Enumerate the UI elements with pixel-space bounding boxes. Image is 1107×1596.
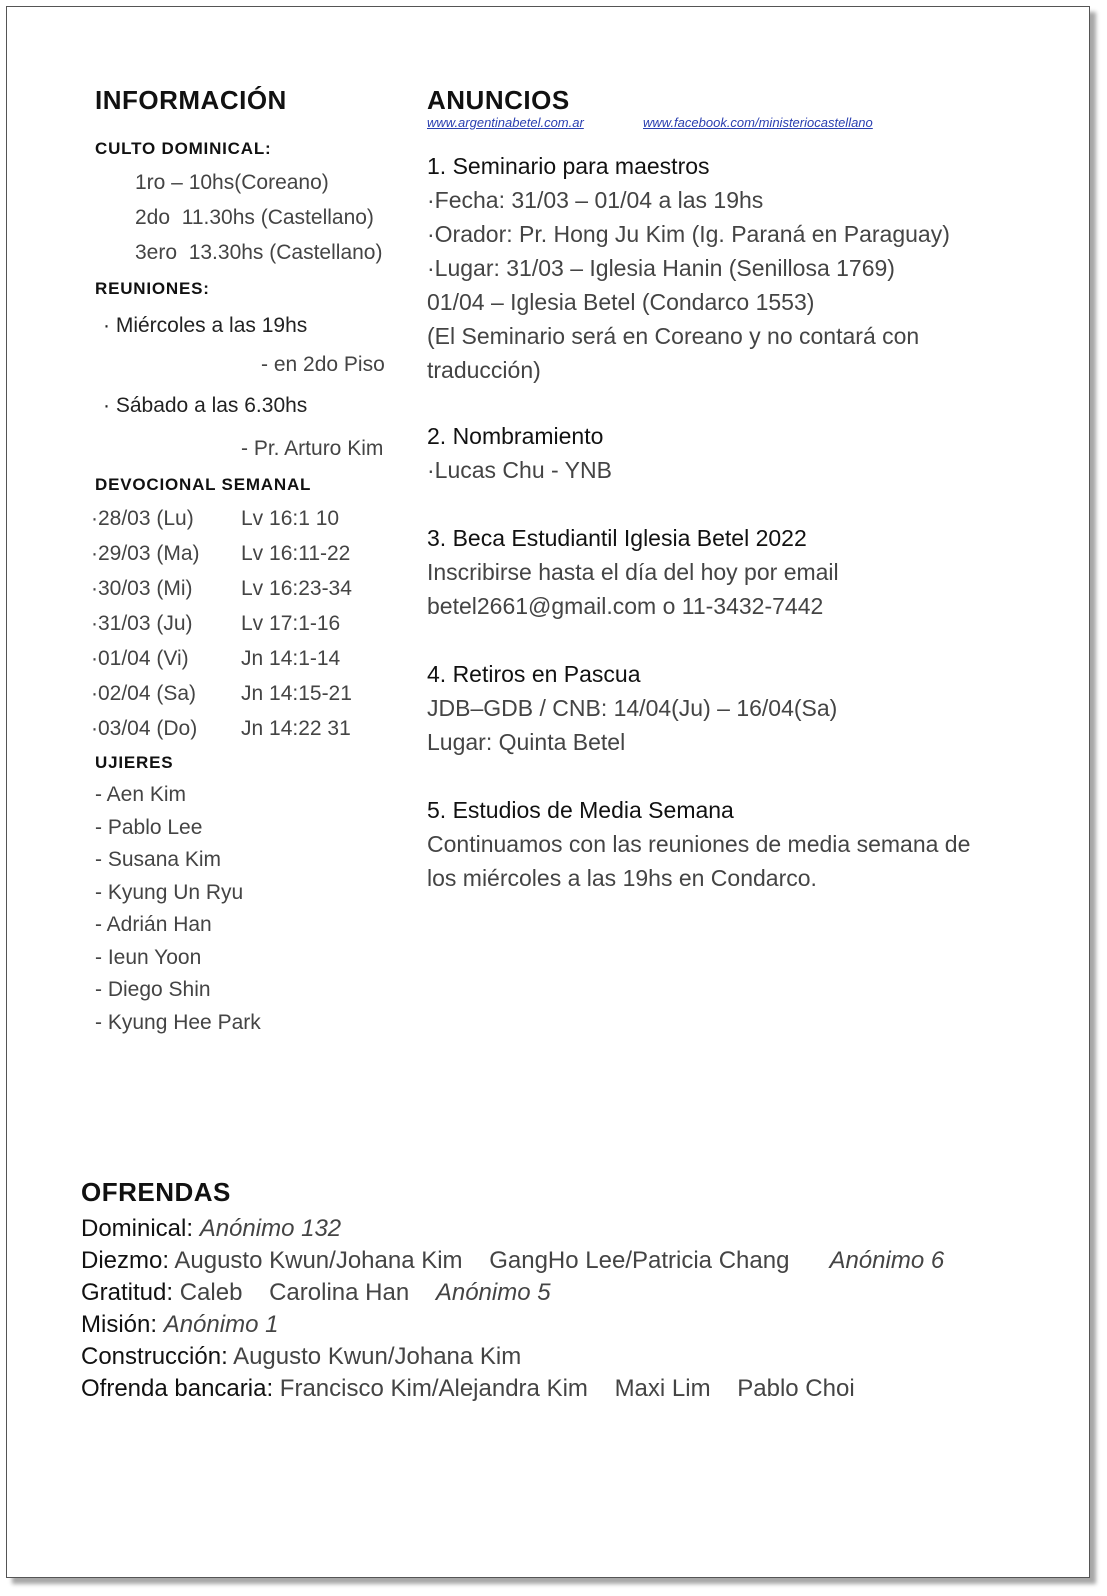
ofrenda-names: Augusto Kwun/Johana Kim GangHo Lee/Patricia Chang <box>174 1247 790 1274</box>
ofrenda-label: Misión: <box>81 1311 158 1338</box>
anuncio-title: 2. Nombramiento <box>427 423 604 449</box>
anuncio-line: ·Lugar: 31/03 – Iglesia Hanin (Senillosa 1769) <box>427 255 895 281</box>
anuncio-line: Continuamos con las reuniones de media semana de <box>427 831 971 857</box>
devocional-ref: Lv 16:11-22 <box>241 542 351 565</box>
devocional-heading: DEVOCIONAL SEMANAL <box>95 475 312 494</box>
anuncio-line: Inscribirse hasta el día del hoy por email <box>427 559 839 585</box>
ujier-name: - Adrián Han <box>95 913 212 936</box>
anuncio-line: ·Orador: Pr. Hong Ju Kim (Ig. Paraná en Paraguay) <box>427 221 950 247</box>
anuncio-line: ·Lucas Chu - YNB <box>427 457 612 483</box>
anuncio-line: los miércoles a las 19hs en Condarco. <box>427 865 817 891</box>
ofrenda-label: Diezmo: <box>81 1247 170 1274</box>
culto-item: 1ro – 10hs(Coreano) <box>135 171 329 194</box>
ujier-name: - Susana Kim <box>95 848 222 871</box>
devocional-date: ·01/04 (Vi) <box>91 647 189 670</box>
ofrenda-label: Dominical: <box>81 1215 194 1242</box>
anuncio-line: traducción) <box>427 357 541 383</box>
ofrenda-dominical <box>81 1215 341 1243</box>
reunion-line: · Sábado a las 6.30hs <box>103 394 308 417</box>
anuncio-title: 5. Estudios de Media Semana <box>427 797 734 823</box>
devocional-date: ·31/03 (Ju) <box>91 612 193 635</box>
devocional-date: ·28/03 (Lu) <box>91 507 194 530</box>
ofrenda-mision <box>81 1311 278 1339</box>
anuncio-line: ·Fecha: 31/03 – 01/04 a las 19hs <box>427 187 764 213</box>
ofrenda-anon: Anónimo 6 <box>829 1247 945 1274</box>
culto-heading: CULTO DOMINICAL: <box>95 139 272 158</box>
ujier-name: - Kyung Hee Park <box>95 1010 261 1034</box>
ofrenda-names: Augusto Kwun/Johana Kim <box>233 1343 522 1370</box>
devocional-ref: Jn 14:15-21 <box>241 682 352 705</box>
devocional-date: ·29/03 (Ma) <box>91 542 200 565</box>
devocional-ref: Lv 16:23-34 <box>241 577 352 600</box>
anuncio-line: JDB–GDB / CNB: 14/04(Ju) – 16/04(Sa) <box>427 695 838 721</box>
ujier-name: - Pablo Lee <box>95 815 203 839</box>
reunion-sub: - en 2do Piso <box>261 353 385 376</box>
reuniones-heading: REUNIONES: <box>95 279 210 298</box>
website-link[interactable]: www.argentinabetel.com.ar <box>427 115 584 130</box>
ofrenda-diezmo <box>81 1247 944 1275</box>
anuncio-title: 4. Retiros en Pascua <box>427 661 641 687</box>
ofrendas-title: OFRENDAS <box>81 1177 231 1207</box>
devocional-date: ·02/04 (Sa) <box>91 682 197 705</box>
ofrenda-label: Ofrenda bancaria: <box>81 1375 274 1402</box>
anuncios-title: ANUNCIOS <box>427 85 570 115</box>
anuncio-title: 1. Seminario para maestros <box>427 153 710 179</box>
anuncio-line: (El Seminario será en Coreano y no contará con <box>427 323 920 349</box>
ofrenda-anon: Anónimo 132 <box>199 1215 342 1242</box>
bulletin-page <box>6 6 1090 1578</box>
ujier-name: - Diego Shin <box>95 978 211 1001</box>
culto-item: 2do 11.30hs (Castellano) <box>135 206 374 229</box>
devocional-ref: Jn 14:1-14 <box>241 647 341 670</box>
facebook-link[interactable]: www.facebook.com/ministeriocastellano <box>643 115 873 130</box>
devocional-date: ·03/04 (Do) <box>91 717 198 740</box>
ofrenda-gratitud <box>81 1279 551 1307</box>
anuncio-line: Lugar: Quinta Betel <box>427 729 626 755</box>
ofrenda-label: Gratitud: <box>81 1279 174 1306</box>
ujier-name: - Kyung Un Ryu <box>95 880 244 904</box>
ofrenda-names: Caleb Carolina Han <box>179 1279 410 1306</box>
anuncio-line: 01/04 – Iglesia Betel (Condarco 1553) <box>427 289 815 315</box>
anuncio-line: betel2661@gmail.com o 11-3432-7442 <box>427 593 824 619</box>
devocional-ref: Jn 14:22 31 <box>241 717 351 740</box>
ujieres-heading: UJIERES <box>95 753 174 772</box>
ofrenda-anon: Anónimo 1 <box>163 1311 279 1338</box>
informacion-title: INFORMACIÓN <box>95 85 287 115</box>
ofrenda-names: Francisco Kim/Alejandra Kim Maxi Lim Pablo Choi <box>279 1375 855 1402</box>
ofrenda-anon: Anónimo 5 <box>435 1279 551 1306</box>
reunion-line: · Miércoles a las 19hs <box>103 314 308 337</box>
ofrenda-bancaria <box>81 1375 855 1403</box>
devocional-ref: Lv 16:1 10 <box>241 507 340 530</box>
ujier-name: - Aen Kim <box>95 783 187 806</box>
anuncio-title: 3. Beca Estudiantil Iglesia Betel 2022 <box>427 525 807 551</box>
devocional-ref: Lv 17:1-16 <box>241 612 341 635</box>
ofrenda-construccion <box>81 1343 521 1371</box>
devocional-date: ·30/03 (Mi) <box>91 577 193 600</box>
reunion-sub: - Pr. Arturo Kim <box>241 437 384 460</box>
culto-item: 3ero 13.30hs (Castellano) <box>135 241 383 264</box>
ofrenda-label: Construcción: <box>81 1343 228 1370</box>
ujier-name: - Ieun Yoon <box>95 945 202 969</box>
